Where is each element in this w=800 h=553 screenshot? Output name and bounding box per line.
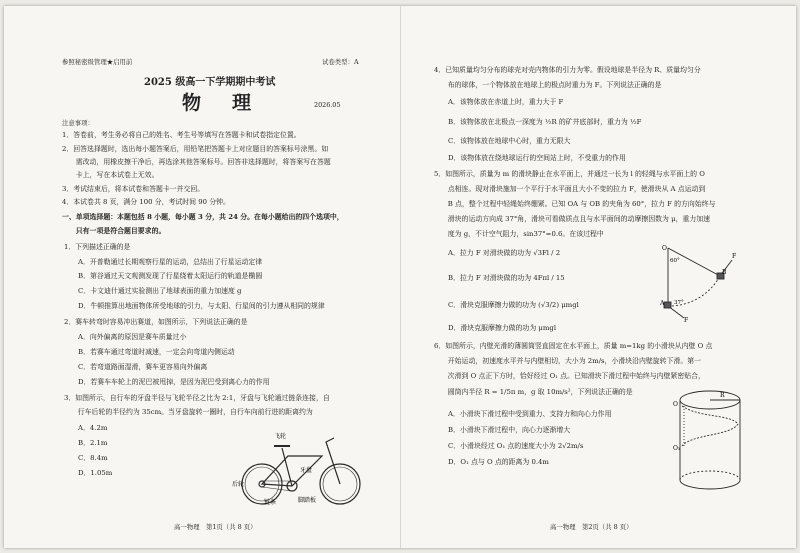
label-angle-60: 60° [670, 258, 680, 264]
notice-title: 注意事项： [62, 119, 94, 127]
q4-option-d: D．该物体放在绕地球运行的空间站上时，不受重力的作用 [448, 154, 626, 162]
q6-option-d: D．O₁ 点与 O 点的距离为 0.4m [448, 458, 549, 466]
q1-option-a: A．开普勒通过长期观察行星的运动，总结出了行星运动定律 [78, 258, 263, 266]
notice-4: 4．本试卷共 8 页，满分 100 分，考试时间 90 分钟。 [62, 198, 230, 206]
q3-stem-line1: 3．如图所示，自行车的牙盘半径与飞轮半径之比为 2:1，牙盘与飞轮通过链条连接，自 [64, 394, 330, 402]
label-chainring: 牙盘 [300, 467, 313, 474]
q2-option-c: C．若弯道路面湿滑，赛车更容易向外偏离 [78, 363, 208, 371]
label-chain: 链条 [264, 499, 277, 506]
q5-option-c: C．滑块克服摩擦力做的功为 (√3/2) μmgl [448, 301, 579, 309]
bicycle-figure [230, 426, 370, 506]
label-rear-wheel: 后轮 [232, 481, 245, 488]
q2-option-a: A．向外偏离的原因是赛车质量过小 [78, 333, 187, 341]
section-1-heading-cont: 只有一项是符合题目要求的。 [62, 227, 166, 235]
q1-option-d: D．牛顿推算出地面物体所受地球的引力，与太阳、行星间的引力遵从相同的规律 [78, 302, 325, 310]
q5-stem-line5: 度为 g，不计空气阻力，sin37°=0.6。在该过程中 [434, 230, 604, 238]
paper-type: 试卷类型：A [322, 58, 359, 66]
label-force-a: F [684, 317, 689, 324]
q5-stem-line2: 点相连。现对滑块施加一个平行于水平面且大小不变的拉力 F，使滑块从 A 点运动到 [434, 185, 706, 193]
subject-title: 物 理 [182, 92, 258, 114]
section-1-heading: 一、单项选择题：本题包括 8 小题，每小题 3 分，共 24 分。在每小题给出的四个选项中， [62, 213, 344, 221]
q1-option-b: B．第谷通过天文观测发现了行星绕着太阳运行的轨道是椭圆 [78, 272, 263, 280]
q4-option-a: A．该物体放在赤道上时，重力大于 F [448, 98, 564, 106]
label-point-o: O [673, 401, 678, 408]
q6-cylinder-figure [670, 384, 750, 494]
page-1-footer: 高一物理 第1页（共 8 页） [174, 523, 257, 531]
q3-option-c: C．8.4m [78, 454, 108, 462]
page-2 [400, 6, 796, 548]
q1-option-c: C．卡文迪什通过实验测出了地球表面的重力加速度 g [78, 287, 242, 295]
q2-stem: 2．赛车转弯时容易冲出赛道，如图所示，下列说法正确的是 [64, 318, 248, 326]
exam-sheet [4, 6, 796, 548]
label-flywheel: 飞轮 [274, 433, 287, 440]
q6-option-c: C．小滑块经过 O₁ 点的速度大小为 2√2m/s [448, 442, 584, 450]
q3-stem-line2: 行车后轮的半径约为 35cm。当牙盘旋转一圈时，自行车向前行进的距离约为 [64, 408, 313, 416]
notice-1: 1．答卷前，考生务必将自己的姓名、考生号等填写在答题卡和试卷指定位置。 [62, 131, 301, 139]
label-force-b: F [732, 253, 737, 260]
q5-stem-line4: 滑块的运动方向成 37°角，滑块可看做质点且与水平面间的动摩擦因数为 μ，重力加速 [434, 215, 711, 223]
exam-date: 2026.05 [314, 101, 341, 109]
label-a: A [660, 300, 665, 307]
q5-option-a: A．拉力 F 对滑块做的功为 √3Fl / 2 [448, 249, 561, 257]
q3-option-a: A．4.2m [78, 424, 108, 432]
q6-option-b: B．小滑块下滑过程中，向心力逐渐增大 [448, 426, 571, 434]
q5-option-b: B．拉力 F 对滑块做的功为 4Fπl / 15 [448, 274, 565, 282]
q5-stem-line1: 5．如图所示，质量为 m 的滑块静止在水平面上，并通过一长为 l 的轻绳与水平面上的 O [434, 170, 705, 178]
q5-figure [662, 244, 742, 324]
notice-3: 3．考试结束后，将本试卷和答题卡一并交回。 [62, 185, 205, 193]
q4-option-b: B．该物体放在北极点一深度为 ½R 的矿井底部时，重力为 ½F [448, 118, 642, 126]
q3-option-b: B．2.1m [78, 439, 108, 447]
label-point-o1: O₁ [673, 445, 681, 452]
q6-stem-line3: 次滑到 O 点正下方时，恰好经过 O₁ 点。已知滑块下滑过程中始终与内壁紧密贴合， [434, 372, 705, 380]
page-1 [4, 6, 400, 548]
q2-option-d: D．若赛车车轮上的泥巴被甩掉，是因为泥巴受到离心力的作用 [78, 378, 270, 386]
q6-option-a: A．小滑块下滑过程中受到重力、支持力和向心力作用 [448, 410, 612, 418]
q5-option-d: D．滑块克服摩擦力做的功为 μmgl [448, 324, 557, 332]
notice-2a: 2．回答选择题时，选出每小题答案后，用铅笔把答题卡上对应题目的答案标号涂黑。如 [62, 145, 329, 153]
label-b: B [722, 269, 727, 276]
q6-stem-line1: 6．如图所示，内壁光滑的薄圆筒竖直固定在水平面上，质量 m=1kg 的小滑块从内壁 O 点 [434, 342, 713, 350]
notice-2c: 卡上，写在本试卷上无效。 [62, 171, 159, 179]
q5-stem-line3: B 点，整个过程中轻绳始终绷紧。已知 OA 与 OB 的夹角为 60°，拉力 F 的方向始终与 [434, 200, 716, 208]
q4-option-c: C．该物体放在地球中心时，重力无限大 [448, 137, 571, 145]
q2-option-b: B．若赛车通过弯道时减速，一定会向弯道内侧运动 [78, 348, 235, 356]
q1-stem: 1．下列描述正确的是 [64, 243, 131, 251]
page-2-footer: 高一物理 第2页（共 8 页） [550, 523, 633, 531]
q6-stem-line2: 开始运动，初速度水平并与内壁相切，大小为 2m/s，小滑块沿内壁旋转下滑。第一 [434, 357, 702, 365]
label-angle-37: 37° [674, 300, 684, 306]
label-pedal: 脚踏板 [298, 497, 317, 504]
q4-stem-line1: 4．已知质量均匀分布的球壳对壳内物体的引力为零。假设地球是半径为 R、质量均匀分 [434, 66, 701, 74]
q4-stem-line2: 布的球体，一个物体放在地球上的极点时重力为 F。下列说法正确的是 [434, 81, 662, 89]
label-o: O [662, 245, 667, 252]
exam-title: 2025 级高一下学期期中考试 [144, 77, 276, 88]
label-radius: R [720, 392, 725, 399]
notice-2b: 需改动，用橡皮擦干净后，再选涂其他答案标号。回答非选择题时，将答案写在答题 [62, 158, 331, 166]
secrecy-header: 参照秘密级管理★启用前 [62, 58, 133, 66]
q3-option-d: D．1.05m [78, 469, 113, 477]
q6-stem-line4: 圆筒内半径 R = 1/5π m，g 取 10m/s²，下列说法正确的是 [434, 388, 633, 396]
